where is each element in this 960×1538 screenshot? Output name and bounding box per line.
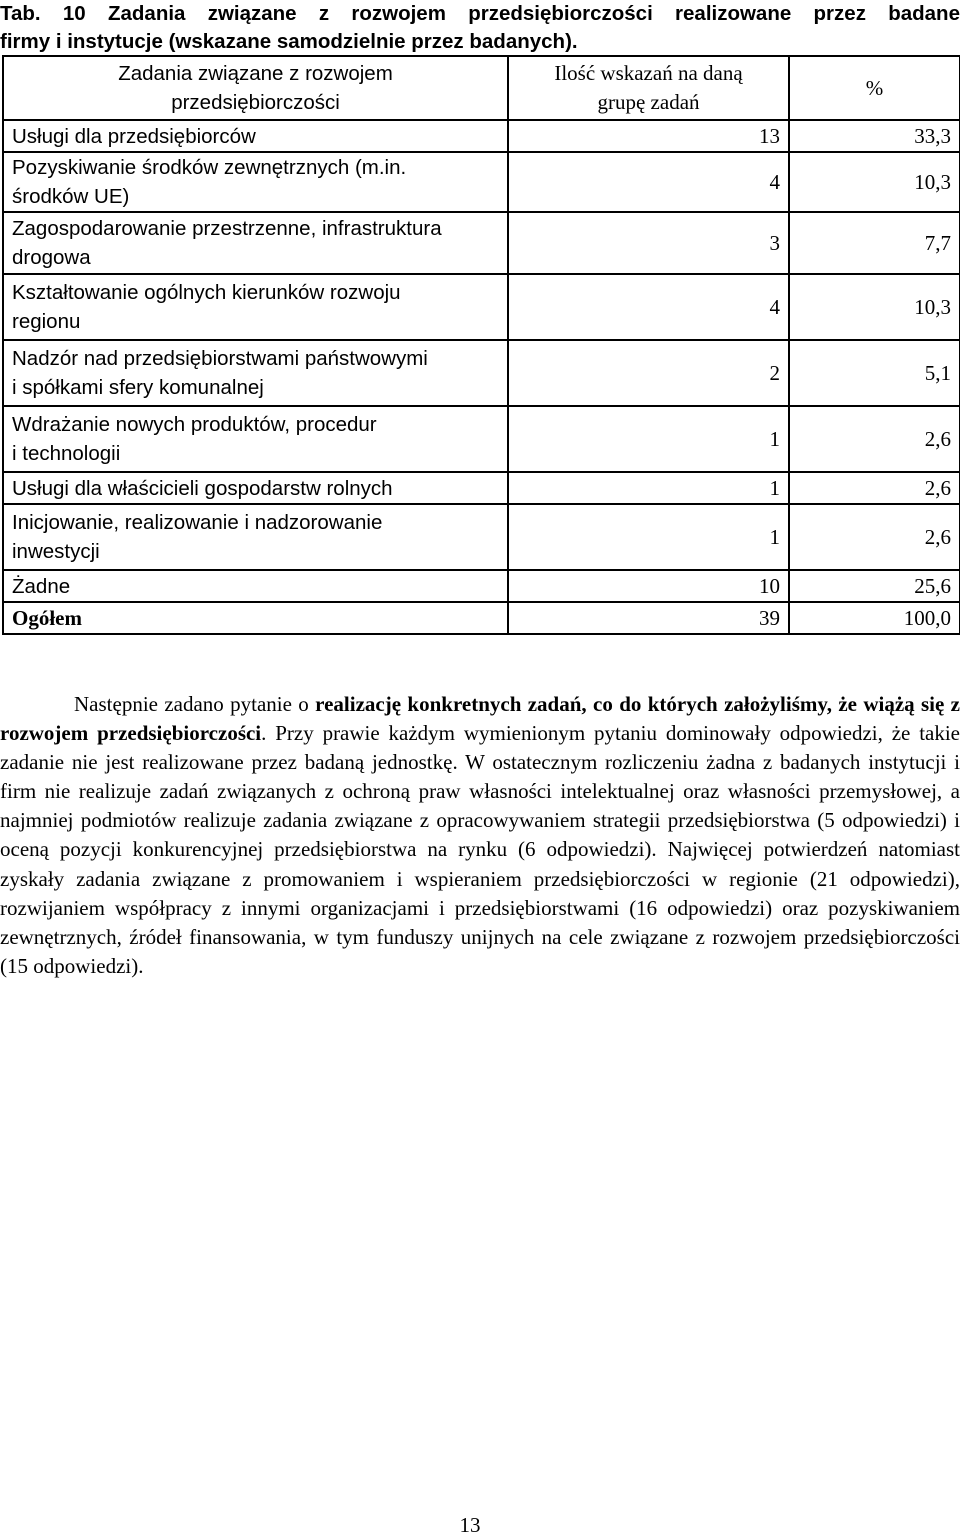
paragraph-text-1: Następnie zadano pytanie o — [74, 692, 316, 716]
task-count: 4 — [508, 274, 789, 340]
table-row — [3, 274, 960, 340]
task-percent: 2,6 — [789, 472, 960, 504]
table-row — [3, 120, 960, 152]
task-count: 4 — [508, 152, 789, 212]
task-label — [3, 504, 508, 570]
caption-line-2: firmy i instytucje (wskazane samodzielnie przez badanych). — [0, 30, 578, 53]
task-label — [3, 472, 508, 504]
task-label-line-1: Usługi dla przedsiębiorców — [12, 124, 256, 148]
task-count: 2 — [508, 340, 789, 406]
total-count: 39 — [508, 602, 789, 634]
table-row — [3, 340, 960, 406]
total-label: Ogółem — [3, 602, 508, 634]
task-label-line-1: Kształtowanie ogólnych kierunków rozwoju — [12, 281, 401, 304]
task-label-line-1: Pozyskiwanie środków zewnętrznych (m.in. — [12, 156, 407, 179]
task-count: 10 — [508, 570, 789, 602]
task-percent: 2,6 — [789, 504, 960, 570]
task-label — [3, 274, 508, 340]
task-percent: 2,6 — [789, 406, 960, 472]
task-label — [3, 570, 508, 602]
task-label — [3, 120, 508, 152]
table-row — [3, 406, 960, 472]
task-label-line-1: Wdrażanie nowych produktów, procedur — [12, 413, 377, 436]
paragraph-text-2: . Przy prawie każdym wymienionym pytaniu dominowały odpowiedzi, że takie zadanie nie jest realizowane przez badaną jednostkę. W ostatecznym rozliczeniu żadna z badanych instytucji i firm nie realizuje zadań związanych z ochroną praw własności intelektualnej oraz własności przemysłowej, a najmniej podmiotów realizuje zadania związane z opracowywaniem strategii przedsiębiorstwa (5 odpowiedzi) i oceną pozycji konkurencyjnej przedsiębiorstwa na rynku (6 odpowiedzi). Najwięcej potwierdzeń natomiast zyskały zadania związane z promowaniem i wspieraniem przedsiębiorczości w regionie (21 odpowiedzi), rozwijaniem współpracy z innymi organizacjami i przedsiębiorstwami (16 odpowiedzi) oraz pozyskiwaniem zewnętrznych, źródeł finansowania, w tym funduszy unijnych na cele związane z rozwojem przedsiębiorczości (15 odpowiedzi). — [0, 721, 960, 978]
table-row — [3, 152, 960, 212]
task-percent: 10,3 — [789, 152, 960, 212]
caption-line-1: Tab. 10 Zadania związane z rozwojem przedsiębiorczości realizowane przez badane — [0, 2, 960, 25]
header-percent: % — [789, 56, 960, 120]
header-count-line-1: Ilość wskazań na daną — [554, 61, 743, 85]
table-row — [3, 212, 960, 274]
task-count: 1 — [508, 406, 789, 472]
task-label-line-2: i technologii — [12, 442, 121, 465]
table-row — [3, 472, 960, 504]
table-row — [3, 504, 960, 570]
task-label-line-1: Usługi dla właścicieli gospodarstw rolnych — [12, 476, 393, 500]
tasks-table — [2, 55, 960, 635]
task-label — [3, 212, 508, 274]
task-count: 1 — [508, 472, 789, 504]
task-label-line-2: inwestycji — [12, 540, 100, 563]
table-total-row — [3, 602, 960, 634]
header-tasks-line-2: przedsiębiorczości — [171, 91, 340, 114]
table-header-row — [3, 56, 960, 120]
task-label-line-1: Nadzór nad przedsiębiorstwami państwowymi — [12, 347, 428, 370]
header-count-line-2: grupę zadań — [597, 90, 700, 114]
task-label-line-2: i spółkami sfery komunalnej — [12, 376, 264, 399]
task-percent: 25,6 — [789, 570, 960, 602]
task-label-line-2: regionu — [12, 310, 81, 333]
table-caption — [0, 0, 960, 56]
task-percent: 7,7 — [789, 212, 960, 274]
header-tasks-line-1: Zadania związane z rozwojem — [118, 62, 393, 85]
task-label — [3, 152, 508, 212]
paragraph-bold-text: realizację konkretnych zadań, co do których założyliśmy, że wiążą się z rozwojem przedsiębiorczości — [0, 692, 960, 746]
task-label — [3, 406, 508, 472]
header-count — [508, 56, 789, 120]
task-percent: 10,3 — [789, 274, 960, 340]
task-label — [3, 340, 508, 406]
task-label-line-1: Zagospodarowanie przestrzenne, infrastruktura — [12, 217, 442, 240]
header-tasks — [3, 56, 508, 120]
table-row — [3, 570, 960, 602]
task-label-line-2: drogowa — [12, 246, 91, 269]
task-percent: 33,3 — [789, 120, 960, 152]
page-number: 13 — [459, 1513, 481, 1537]
task-label-line-1: Żadne — [12, 574, 71, 598]
total-percent: 100,0 — [789, 602, 960, 634]
task-label-line-1: Inicjowanie, realizowanie i nadzorowanie — [12, 511, 383, 534]
body-paragraph — [0, 690, 960, 981]
task-percent: 5,1 — [789, 340, 960, 406]
task-count: 13 — [508, 120, 789, 152]
task-count: 3 — [508, 212, 789, 274]
task-label-line-2: środków UE) — [12, 185, 130, 208]
task-count: 1 — [508, 504, 789, 570]
